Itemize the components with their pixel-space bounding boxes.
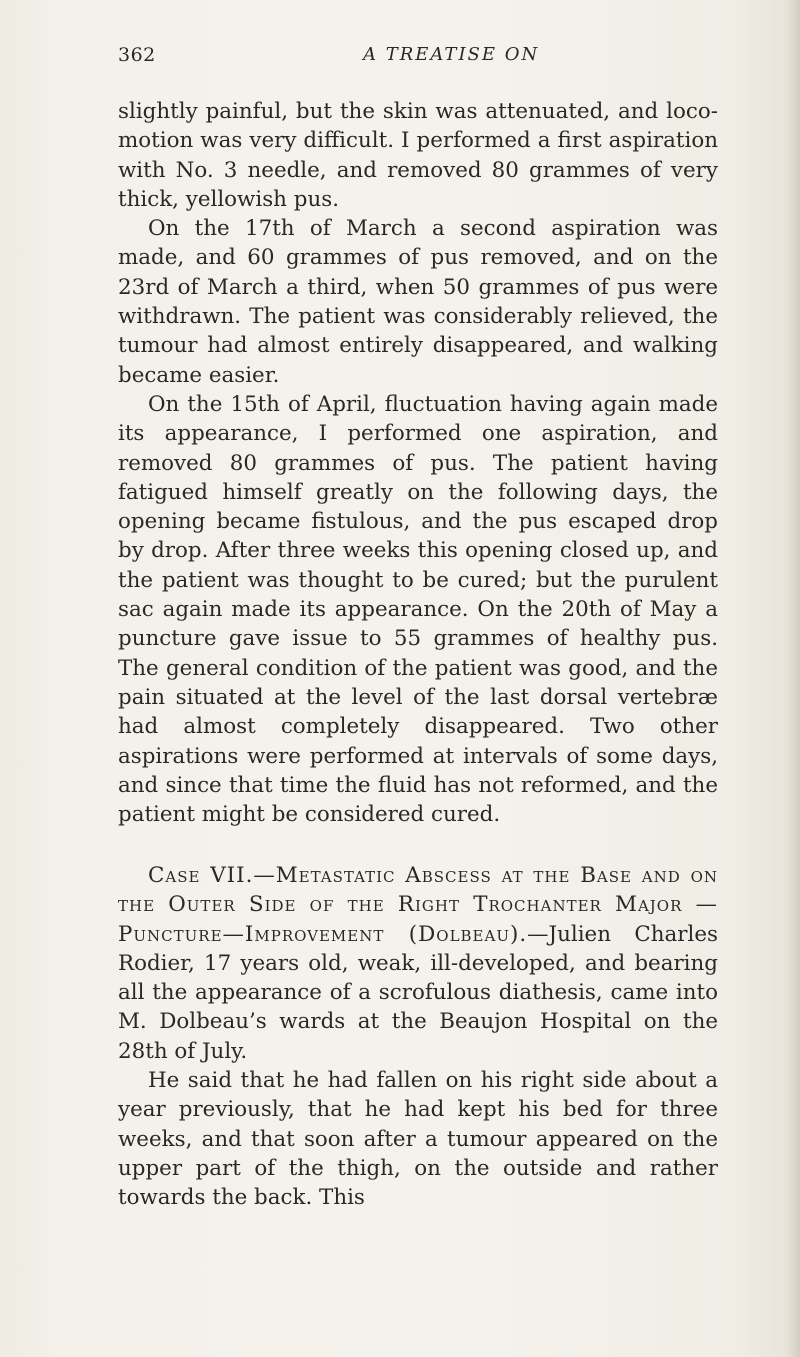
page-number: 362 [118, 44, 156, 66]
case-paragraph [118, 861, 718, 1066]
case-history-paragraph: He said that he had fallen on his right side about a year previously, that he had kept his bed for three weeks, and that soon after a tumour appeared on the upper part of the thigh, on the outside and rather towards the back. This [118, 1068, 718, 1211]
case-intro: —Julien Charles Rodier, 17 years old, weak, ill-developed, and bearing all the appearance of a scrofulous diathesis, came into M. Dolbeau’s wards at the Beaujon Hospital on the 28th of July. [118, 921, 718, 1064]
running-head: A TREATISE ON [363, 44, 540, 65]
paragraph-second-aspiration: On the 17th of March a second aspiration was made, and 60 grammes of pus removed, and on the 23rd of March a third, when 50 grammes of pus were withdrawn. The patient was considerably relieved, the tumour had almost entirely disappeared, and walking became easier. [118, 216, 718, 388]
body-text-top [118, 97, 718, 829]
case-heading: Case VII.—Metastatic Abscess at the Base and on the Outer Side of the Right Trochanter Major —Puncture—Improvement (Dolbeau). [118, 863, 718, 947]
page-edge-shadow [786, 0, 800, 1357]
page-header [118, 44, 700, 74]
paragraph-april-aspiration: On the 15th of April, fluctuation having again made its appearance, I performed one aspiration, and removed 80 grammes of pus. The patient having fatigued himself greatly on the following days, the opening became fistulous, and the pus escaped drop by drop. After three weeks this opening closed up, and the patient was thought to be cured; but the purulent sac again made its appearance. On the 20th of May a puncture gave issue to 55 grammes of healthy pus. The general condition of the patient was good, and the pain situated at the level of the last dorsal vertebræ had almost completely disappeared. Two other aspirations were performed at intervals of some days, and since that time the fluid has not reformed, and the patient might be considered cured. [118, 391, 718, 828]
paragraph-continuation: slightly painful, but the skin was attenuated, and locomotion was very difficult. I performed a first aspiration with No. 3 needle, and removed 80 grammes of very thick, yellowish pus. [118, 99, 718, 212]
case-section [118, 861, 718, 1213]
